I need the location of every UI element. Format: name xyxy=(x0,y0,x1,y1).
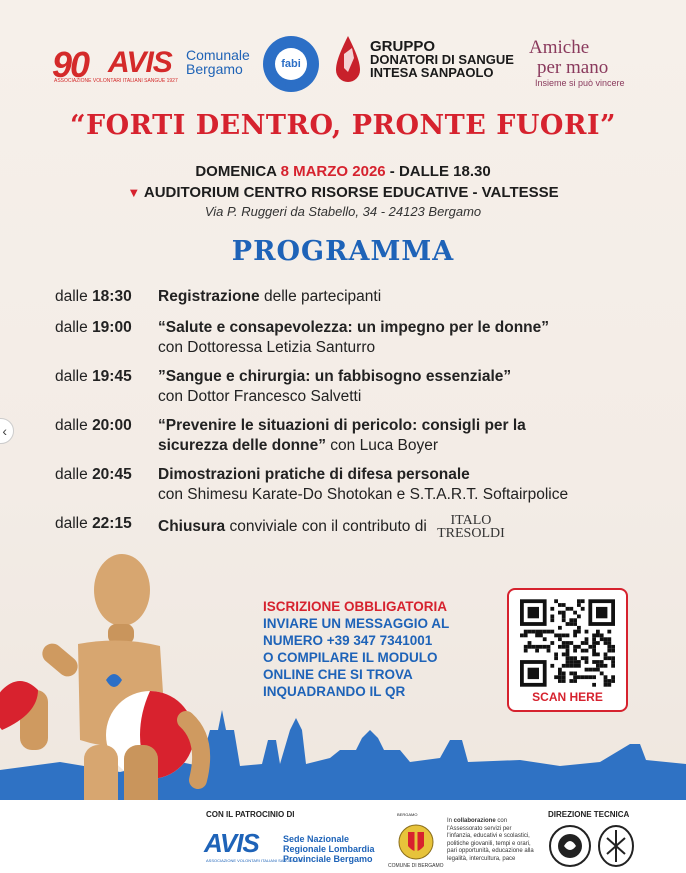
karate-seal-icon xyxy=(548,824,592,868)
qr-module xyxy=(585,668,589,672)
logo-row xyxy=(0,30,686,96)
qr-module xyxy=(569,618,573,622)
qr-module xyxy=(562,664,566,668)
qr-module xyxy=(581,675,585,679)
avis-tagline: ASSOCIAZIONE VOLONTARI ITALIANI SANGUE 1927 xyxy=(54,78,178,84)
qr-module xyxy=(573,660,577,664)
qr-module xyxy=(611,649,615,653)
fabi-logo xyxy=(263,36,319,92)
qr-module xyxy=(573,649,577,653)
qr-module xyxy=(611,660,615,664)
qr-module xyxy=(607,649,611,653)
qr-module xyxy=(611,675,615,679)
qr-module xyxy=(550,630,554,634)
amiche-line1: Amiche xyxy=(529,37,590,58)
qr-module xyxy=(581,641,585,645)
qr-module xyxy=(607,656,611,660)
qr-module xyxy=(573,679,577,683)
qr-module xyxy=(558,645,562,649)
qr-module xyxy=(554,653,558,657)
qr-module xyxy=(558,675,562,679)
avis-national-logo: AVIS xyxy=(204,828,259,858)
gruppo-line3: INTESA SANPAOLO xyxy=(370,65,494,80)
qr-module xyxy=(543,637,547,641)
qr-module xyxy=(566,660,570,664)
qr-module xyxy=(585,630,589,634)
scan-here-label: SCAN HERE xyxy=(532,690,603,704)
qr-module xyxy=(562,679,566,683)
qr-module xyxy=(569,679,573,683)
qr-module xyxy=(524,634,528,638)
chevron-left-icon[interactable]: ‹ xyxy=(0,418,14,444)
qr-module xyxy=(611,645,615,649)
qr-module xyxy=(585,675,589,679)
amiche-tagline: Insieme si può vincere xyxy=(535,78,625,88)
start-softair-seal-icon xyxy=(597,824,635,868)
qr-module xyxy=(577,630,581,634)
qr-module xyxy=(543,630,547,634)
qr-module xyxy=(604,656,608,660)
qr-module xyxy=(531,645,535,649)
qr-module xyxy=(573,611,577,615)
collaboration-text: In collaborazione con l'Assessorato servizi per l'infanzia, educativi e scolastici, politiche giovanili, tempi e orari, pari opportunità, educazione alla legalità, intercultura, pace xyxy=(447,818,534,862)
qr-module xyxy=(611,664,615,668)
qr-module xyxy=(604,637,608,641)
qr-module xyxy=(596,641,600,645)
qr-code-box[interactable] xyxy=(507,588,628,712)
registration-line: INQUADRANDO IL QR xyxy=(263,684,406,699)
schedule-time: dalle 19:45 xyxy=(55,368,132,385)
qr-module xyxy=(562,672,566,676)
bergamo-crest-icon xyxy=(398,822,434,862)
qr-module xyxy=(604,683,608,687)
qr-module xyxy=(524,630,528,634)
qr-module xyxy=(585,656,589,660)
qr-module xyxy=(585,641,589,645)
schedule-desc: Chiusura conviviale con il contributo di ITALO TRESOLDI xyxy=(158,513,505,541)
qr-module xyxy=(539,645,543,649)
qr-module xyxy=(588,645,592,649)
qr-module xyxy=(592,645,596,649)
qr-module xyxy=(535,634,539,638)
patrocinio-label: CON IL PATROCINIO DI xyxy=(206,810,295,819)
qr-module xyxy=(569,672,573,676)
qr-module xyxy=(558,611,562,615)
qr-module xyxy=(543,645,547,649)
event-title: “FORTI DENTRO, PRONTE FUORI” xyxy=(69,110,617,141)
qr-module xyxy=(596,668,600,672)
qr-module xyxy=(581,599,585,603)
qr-module xyxy=(554,634,558,638)
qr-module xyxy=(562,645,566,649)
qr-module xyxy=(566,634,570,638)
crest-top-text: BERGAMO xyxy=(397,812,418,817)
qr-module xyxy=(585,637,589,641)
qr-module xyxy=(566,645,570,649)
qr-module xyxy=(588,675,592,679)
qr-module xyxy=(600,660,604,664)
registration-line: ONLINE CHE SI TROVA xyxy=(263,667,413,682)
gruppo-line2: DONATORI DI SANGUE xyxy=(370,52,514,67)
avis-90-mark: 90 xyxy=(52,44,89,85)
programma-heading: PROGRAMMA xyxy=(231,236,455,267)
qr-module xyxy=(592,675,596,679)
registration-info xyxy=(263,598,503,700)
qr-module xyxy=(573,664,577,668)
schedule-desc: Dimostrazioni pratiche di difesa personale con Shimesu Karate-Do Shotokan e S.T.A.R.T. Softairpolice xyxy=(158,466,569,503)
date-suffix: - DALLE 18.30 xyxy=(385,163,491,180)
registration-heading: ISCRIZIONE OBBLIGATORIA xyxy=(263,599,448,614)
qr-module xyxy=(558,668,562,672)
qr-module xyxy=(524,645,528,649)
schedule-time: dalle 18:30 xyxy=(55,288,132,305)
qr-module xyxy=(577,664,581,668)
sede-line3: Provinciale Bergamo xyxy=(283,854,373,864)
qr-module xyxy=(566,622,570,626)
qr-module xyxy=(535,645,539,649)
qr-module xyxy=(554,599,558,603)
qr-module xyxy=(573,630,577,634)
schedule-desc: “Salute e consapevolezza: un impegno per le donne” con Dottoressa Letizia Santurro xyxy=(158,319,550,356)
qr-module xyxy=(588,668,592,672)
qr-module xyxy=(604,664,608,668)
event-venue xyxy=(0,184,686,201)
avis-national-tagline: ASSOCIAZIONE VOLONTARI ITALIANI SANGUE 1927 xyxy=(206,858,305,863)
qr-module xyxy=(607,637,611,641)
registration-phone[interactable]: NUMERO +39 347 7341001 xyxy=(263,633,433,648)
date-prefix: DOMENICA xyxy=(195,163,281,180)
qr-module xyxy=(585,660,589,664)
qr-module xyxy=(566,641,570,645)
qr-module xyxy=(581,649,585,653)
qr-module xyxy=(577,660,581,664)
schedule-time: dalle 20:00 xyxy=(55,417,132,434)
qr-module xyxy=(604,641,608,645)
qr-module xyxy=(592,683,596,687)
qr-module xyxy=(528,630,532,634)
qr-module xyxy=(569,660,573,664)
qr-module xyxy=(550,615,554,619)
fabi-text: fabi xyxy=(281,58,301,70)
qr-module xyxy=(573,656,577,660)
qr-module xyxy=(535,649,539,653)
qr-module xyxy=(573,618,577,622)
qr-module xyxy=(558,626,562,630)
qr-module xyxy=(592,653,596,657)
gruppo-donatori-logo xyxy=(370,40,514,79)
avis-sede-text xyxy=(283,834,375,864)
qr-module xyxy=(577,675,581,679)
qr-module xyxy=(611,679,615,683)
qr-module xyxy=(550,607,554,611)
qr-module xyxy=(573,634,577,638)
qr-module xyxy=(577,645,581,649)
avis-comunale-line1: Comunale xyxy=(186,47,250,63)
qr-module xyxy=(566,649,570,653)
qr-module xyxy=(600,664,604,668)
qr-module xyxy=(550,641,554,645)
schedule-desc: Registrazione delle partecipanti xyxy=(158,288,382,305)
qr-module xyxy=(596,660,600,664)
qr-module xyxy=(550,664,554,668)
qr-module xyxy=(562,653,566,657)
sede-line2: Regionale Lombardia xyxy=(283,844,375,854)
qr-module xyxy=(592,637,596,641)
qr-module xyxy=(600,634,604,638)
event-date xyxy=(0,163,686,180)
qr-module xyxy=(577,626,581,630)
qr-module xyxy=(592,668,596,672)
qr-module xyxy=(596,664,600,668)
qr-module xyxy=(558,634,562,638)
qr-module xyxy=(547,649,551,653)
date-highlight: 8 MARZO 2026 xyxy=(280,163,386,180)
qr-module xyxy=(558,637,562,641)
qr-module xyxy=(596,653,600,657)
qr-module xyxy=(577,599,581,603)
qr-module xyxy=(569,607,573,611)
qr-module xyxy=(581,656,585,660)
direzione-label: DIREZIONE TECNICA xyxy=(548,810,630,819)
qr-module xyxy=(596,630,600,634)
qr-module xyxy=(592,641,596,645)
qr-module xyxy=(566,607,570,611)
qr-module xyxy=(562,675,566,679)
qr-module xyxy=(581,607,585,611)
qr-module xyxy=(547,630,551,634)
qr-module xyxy=(528,641,532,645)
qr-module xyxy=(554,675,558,679)
qr-code-icon[interactable] xyxy=(520,599,615,687)
qr-module xyxy=(524,649,528,653)
qr-module xyxy=(611,656,615,660)
qr-module xyxy=(607,683,611,687)
avis-comunale-line2: Bergamo xyxy=(186,61,243,77)
footer-sponsors xyxy=(0,800,686,873)
qr-module xyxy=(573,672,577,676)
location-pin-icon: ▼ xyxy=(127,185,141,200)
qr-module xyxy=(604,675,608,679)
qr-module xyxy=(585,649,589,653)
qr-module xyxy=(558,672,562,676)
qr-module xyxy=(539,634,543,638)
qr-module xyxy=(562,615,566,619)
qr-module xyxy=(607,679,611,683)
qr-module xyxy=(539,630,543,634)
gruppo-line1: GRUPPO xyxy=(370,38,436,55)
event-address: Via P. Ruggeri da Stabello, 34 - 24123 Bergamo xyxy=(204,204,482,219)
qr-module xyxy=(562,603,566,607)
registration-line: INVIARE UN MESSAGGIO AL xyxy=(263,616,450,631)
qr-module xyxy=(562,618,566,622)
schedule-time: dalle 19:00 xyxy=(55,319,132,336)
qr-module xyxy=(550,618,554,622)
qr-module xyxy=(531,630,535,634)
qr-module xyxy=(566,653,570,657)
qr-module xyxy=(592,649,596,653)
qr-module xyxy=(566,656,570,660)
qr-module xyxy=(528,645,532,649)
qr-module xyxy=(547,645,551,649)
qr-module xyxy=(577,603,581,607)
qr-module xyxy=(600,637,604,641)
qr-module xyxy=(558,679,562,683)
qr-module xyxy=(573,645,577,649)
schedule-time: dalle 20:45 xyxy=(55,466,132,483)
venue-text: AUDITORIUM CENTRO RISORSE EDUCATIVE - VALTESSE xyxy=(143,184,559,201)
qr-module xyxy=(562,641,566,645)
qr-module xyxy=(592,634,596,638)
avis-comunale-text xyxy=(186,48,250,76)
qr-module xyxy=(577,615,581,619)
italo-tresoldi-logo: ITALO TRESOLDI xyxy=(437,513,505,541)
schedule-time: dalle 22:15 xyxy=(55,515,132,532)
qr-module xyxy=(607,645,611,649)
qr-module xyxy=(535,630,539,634)
qr-module xyxy=(604,653,608,657)
qr-module xyxy=(520,634,524,638)
qr-module xyxy=(600,672,604,676)
qr-module xyxy=(604,679,608,683)
qr-module xyxy=(566,664,570,668)
registration-line: O COMPILARE IL MODULO xyxy=(263,650,438,665)
qr-module xyxy=(569,622,573,626)
qr-module xyxy=(569,656,573,660)
crest-caption: COMUNE DI BERGAMO xyxy=(388,863,444,869)
qr-module xyxy=(596,634,600,638)
amiche-line2: per mano xyxy=(537,57,609,78)
qr-module xyxy=(569,664,573,668)
sede-line1: Sede Nazionale xyxy=(283,834,350,844)
blood-drop-figure-icon xyxy=(332,32,364,88)
qr-module xyxy=(558,603,562,607)
qr-module xyxy=(562,634,566,638)
qr-module xyxy=(573,675,577,679)
qr-module xyxy=(562,611,566,615)
schedule-desc: “Prevenire le situazioni di pericolo: consigli per la sicurezza delle donne” con Luca Boyer xyxy=(158,417,526,454)
qr-module xyxy=(554,656,558,660)
amiche-per-mano-logo xyxy=(515,38,645,88)
qr-module xyxy=(607,630,611,634)
qr-module xyxy=(569,641,573,645)
qr-module xyxy=(592,660,596,664)
avis-word: AVIS xyxy=(108,46,172,79)
qr-module xyxy=(573,622,577,626)
schedule-desc: ”Sangue e chirurgia: un fabbisogno essenziale” con Dottor Francesco Salvetti xyxy=(158,368,512,405)
qr-module xyxy=(607,641,611,645)
